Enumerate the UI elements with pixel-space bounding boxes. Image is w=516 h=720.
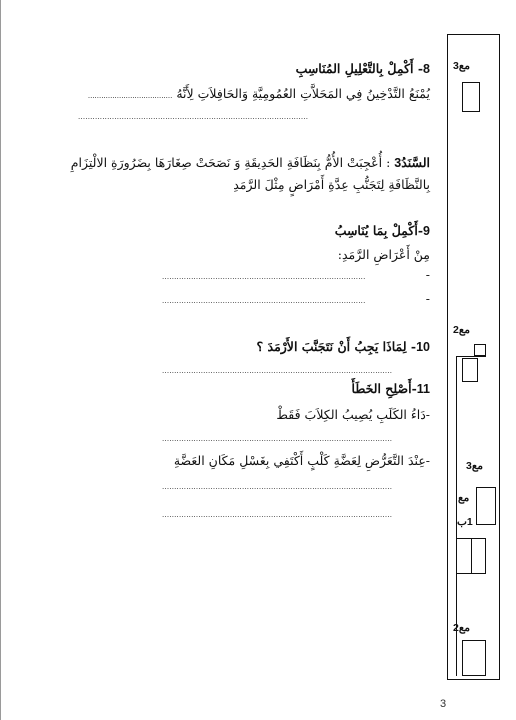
context-text-1: أُعْجِبَتْ الأُمُّ بِنَظَافَةِ الحَدِيقَةِ وَ نَصَحَتْ صِغَارَهَا بِضَرُورَةِ الالْتِزَامِ	[70, 155, 383, 170]
q9-answer-dots-2[interactable]: ....................................................................................	[162, 296, 366, 305]
page-number: 3	[440, 698, 447, 710]
grade-label-q10: مع2	[453, 324, 471, 336]
grade-label-q8: مع3	[453, 60, 471, 72]
context-line-1: السَّنَدُ3 : أُعْجِبَتْ الأُمُّ بِنَظَافَةِ الحَدِيقَةِ وَ نَصَحَتْ صِغَارَهَا بِضَرُورَةِ الالْتِزَامِ	[70, 155, 430, 170]
q10-question: 10- لِمَاذَا يَجِبُ أَنْ نَتَجَنَّبَ الأَرْمَدَ ؟	[256, 339, 430, 354]
q10-question-text: لِمَاذَا يَجِبُ أَنْ نَتَجَنَّبَ الأَرْمَدَ ؟	[256, 339, 407, 354]
q8-sentence-text: يُمْنَعُ التَّدْخِينُ فِي المَحَلاَّتِ العُمُومِيَّةِ وَالحَافِلاَتِ لِأَنَّهُ	[176, 86, 430, 101]
grade-box-q11-a[interactable]	[476, 487, 496, 525]
q8-number: 8	[423, 62, 430, 76]
q9-answer-dots-1[interactable]: ....................................................................................	[162, 272, 366, 281]
q9-dash-1: -	[425, 267, 430, 282]
q11-answer-dots-2[interactable]: ...............................................................................................	[162, 482, 393, 491]
q8-title: 8- أَكْمِلْ بِالتَّعْلِيلِ المُنَاسِبِ	[295, 61, 430, 76]
q11-answer-dots-1[interactable]: ...............................................................................................	[162, 434, 393, 443]
q11-title: 11-أَصْلِحِ الخَطَأَ	[351, 381, 430, 396]
grade-label-final: مع2	[453, 622, 471, 634]
context-number: 3	[394, 156, 402, 170]
grade-label-q11-sub: مع	[458, 492, 470, 504]
q11-number: 11	[416, 382, 430, 396]
q10-answer-dots[interactable]: ...............................................................................................	[162, 366, 393, 375]
grade-label-q11-b: 1ب	[457, 516, 473, 528]
context-line-2: بِالنَّظَافَةِ لِتَجَنُّبِ عِدَّةِ أَمْرَاضٍ مِثْلَ الرَّمَدِ	[233, 177, 430, 192]
q8-answer-dots-inline[interactable]: ......................................	[87, 91, 173, 100]
q11-statement-2: -عِنْدَ التَّعَرُّضِ لِعَضَّةِ كَلْبٍ أَكْتَفِي بِغَسْلِ مَكَانِ العَضَّةِ	[173, 453, 430, 468]
q9-prompt: مِنْ أَعْرَاضِ الرَّمَدِ:	[337, 247, 430, 262]
q11-title-text: أَصْلِحِ الخَطَأَ	[351, 381, 412, 396]
q11-statement-1: -دَاءُ الكَلَبِ يُصِيبُ الكِلاَبَ فَقَطْ	[276, 407, 430, 422]
grade-label-q11: مع3	[466, 460, 484, 472]
context-label: السَّنَدُ	[401, 155, 430, 170]
grade-box-q11-b-split	[471, 538, 472, 574]
q8-title-text: أَكْمِلْ بِالتَّعْلِيلِ المُنَاسِبِ	[295, 61, 414, 76]
grade-box-q10-small[interactable]	[474, 344, 486, 356]
q9-number: 9	[423, 224, 430, 238]
q8-sentence	[88, 85, 430, 105]
grade-box-q8[interactable]	[462, 82, 480, 112]
grade-divider-top	[456, 356, 486, 357]
q9-title: 9-أَكْمِلْ بِمَا يُنَاسِبُ	[334, 223, 430, 238]
grade-box-final[interactable]	[462, 640, 486, 676]
page-edge	[0, 0, 1, 720]
q10-number: 10	[416, 340, 430, 354]
grade-box-q10[interactable]	[462, 358, 478, 382]
q8-answer-dots[interactable]: ...............................................................................................	[78, 112, 309, 121]
q9-dash-2: -	[425, 291, 430, 306]
q11-answer-dots-3[interactable]: ...............................................................................................	[162, 510, 393, 519]
grading-column	[447, 34, 500, 680]
q9-title-text: أَكْمِلْ بِمَا يُنَاسِبُ	[334, 223, 418, 238]
